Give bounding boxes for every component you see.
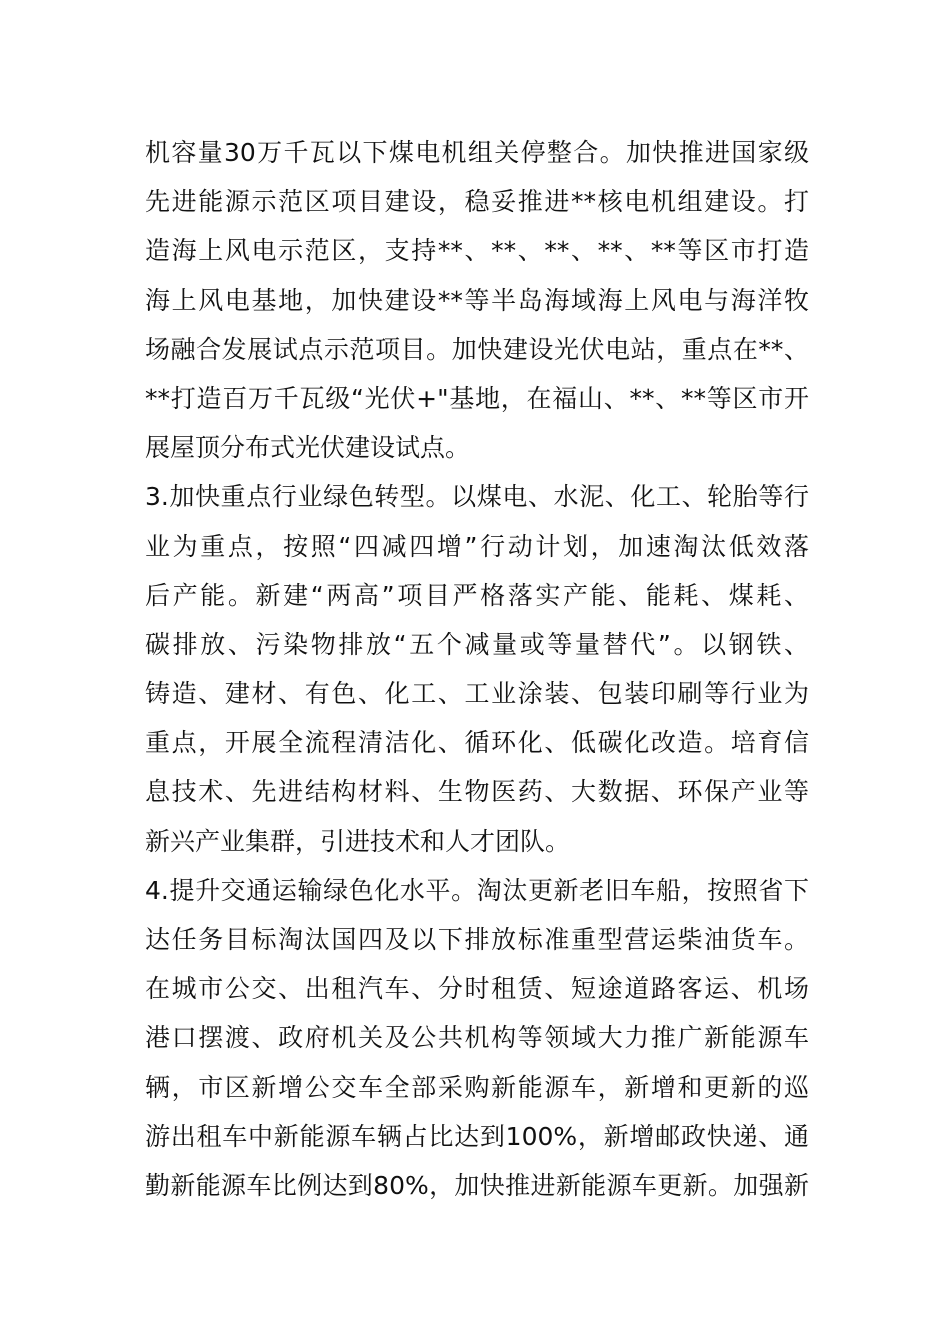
text-line: 展屋顶分布式光伏建设试点。	[145, 433, 471, 463]
text-line: 3.加快重点行业绿色转型。以煤电、水泥、化工、轮胎等行	[145, 482, 809, 512]
text-line: 港口摆渡、政府机关及公共机构等领域大力推广新能源车	[145, 1023, 809, 1053]
text-line: 场融合发展试点示范项目。加快建设光伏电站，重点在**、	[145, 334, 809, 364]
text-line: 勤新能源车比例达到80%，加快推进新能源车更新。加强新	[145, 1170, 809, 1200]
body-text	[145, 128, 809, 1210]
text-line: 在城市公交、出租汽车、分时租赁、短途道路客运、机场	[145, 974, 809, 1004]
text-line: 铸造、建材、有色、化工、工业涂装、包装印刷等行业为	[145, 679, 809, 709]
text-line: 息技术、先进结构材料、生物医药、大数据、环保产业等	[145, 777, 809, 807]
text-line: 碳排放、污染物排放“五个减量或等量替代”。以钢铁、	[145, 629, 809, 659]
text-line: 造海上风电示范区，支持**、**、**、**、**等区市打造	[145, 236, 809, 266]
text-line: 辆，市区新增公交车全部采购新能源车，新增和更新的巡	[145, 1072, 809, 1102]
text-line: 游出租车中新能源车辆占比达到100%，新增邮政快递、通	[145, 1121, 809, 1151]
text-line: 先进能源示范区项目建设，稳妥推进**核电机组建设。打	[145, 187, 809, 217]
text-line: 新兴产业集群，引进技术和人才团队。	[145, 826, 571, 856]
text-line: **打造百万千瓦级“光伏+"基地，在福山、**、**等区市开	[145, 383, 809, 413]
text-line: 业为重点，按照“四减四增”行动计划，加速淘汰低效落	[145, 531, 809, 561]
text-line: 后产能。新建“两高”项目严格落实产能、能耗、煤耗、	[145, 580, 809, 610]
text-line: 重点，开展全流程清洁化、循环化、低碳化改造。培育信	[145, 728, 809, 758]
text-line: 机容量30万千瓦以下煤电机组关停整合。加快推进国家级	[145, 138, 809, 167]
text-line: 达任务目标淘汰国四及以下排放标准重型营运柴油货车。	[145, 925, 809, 954]
text-line: 4.提升交通运输绿色化水平。淘汰更新老旧车船，按照省下	[145, 875, 809, 905]
text-line: 海上风电基地，加快建设**等半岛海域海上风电与海洋牧	[145, 285, 809, 315]
